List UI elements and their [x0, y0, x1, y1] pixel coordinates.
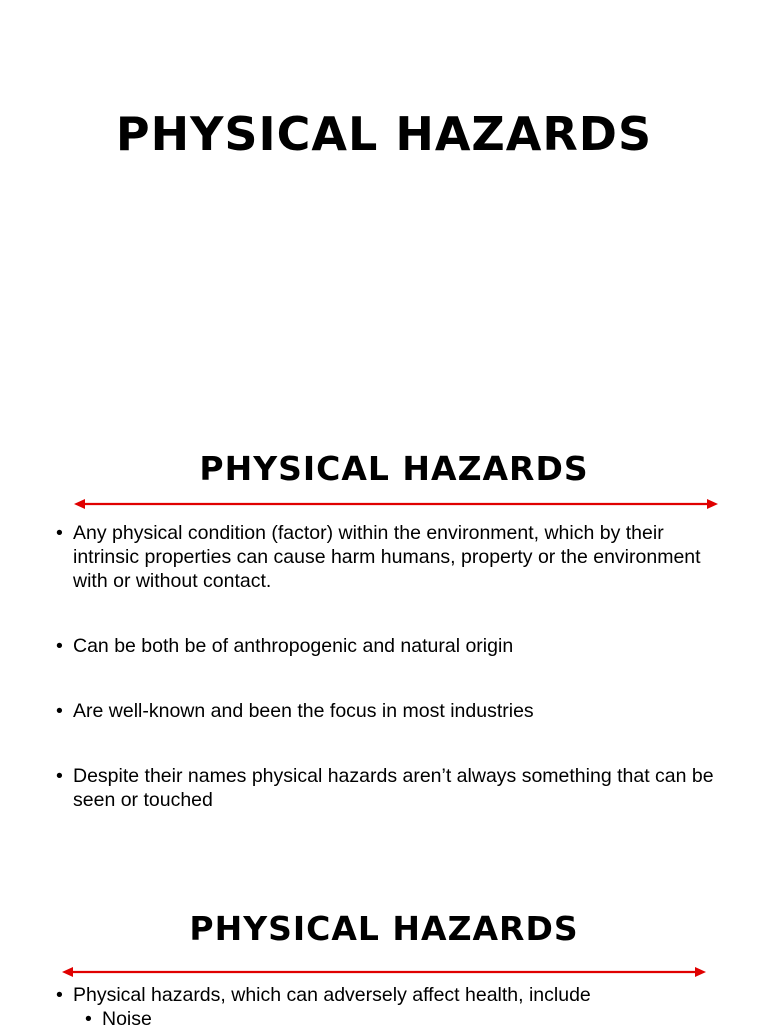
- bullet-text: Any physical condition (factor) within the environment, which by their intrinsic properties can cause harm humans, property or the environment with or without contact.: [73, 522, 701, 592]
- list-item: [56, 521, 716, 593]
- list-item: [56, 699, 716, 723]
- bullet-text: Are well-known and been the focus in most industries: [73, 700, 534, 722]
- bullet-dot-icon: •: [56, 984, 63, 1006]
- list-item: [56, 634, 716, 658]
- double-arrow-icon: [62, 966, 706, 978]
- bullet-dot-icon: •: [56, 635, 63, 657]
- bullet-dot-icon: •: [85, 1008, 92, 1030]
- double-arrow-icon: [74, 498, 718, 510]
- list-item: [85, 1007, 716, 1031]
- hazards-list-slide: [0, 880, 768, 1030]
- bullet-text: Despite their names physical hazards aren’t always something that can be seen or touched: [73, 765, 714, 811]
- bullet-text: Noise: [102, 1008, 152, 1030]
- sub-bullet-list: [73, 1007, 716, 1031]
- bullet-dot-icon: •: [56, 522, 63, 544]
- title-slide: [0, 0, 768, 420]
- list-item: [56, 764, 716, 812]
- slide-title: PHYSICAL HAZARDS: [115, 107, 653, 161]
- slide-title: PHYSICAL HAZARDS: [199, 449, 589, 488]
- definition-slide: [0, 420, 768, 880]
- bullet-text: Physical hazards, which can adversely affect health, include: [73, 984, 591, 1006]
- bullet-dot-icon: •: [56, 700, 63, 722]
- bullet-list: [56, 521, 716, 812]
- slide-title: PHYSICAL HAZARDS: [189, 909, 579, 948]
- bullet-text: Can be both be of anthropogenic and natural origin: [73, 635, 514, 657]
- bullet-dot-icon: •: [56, 765, 63, 787]
